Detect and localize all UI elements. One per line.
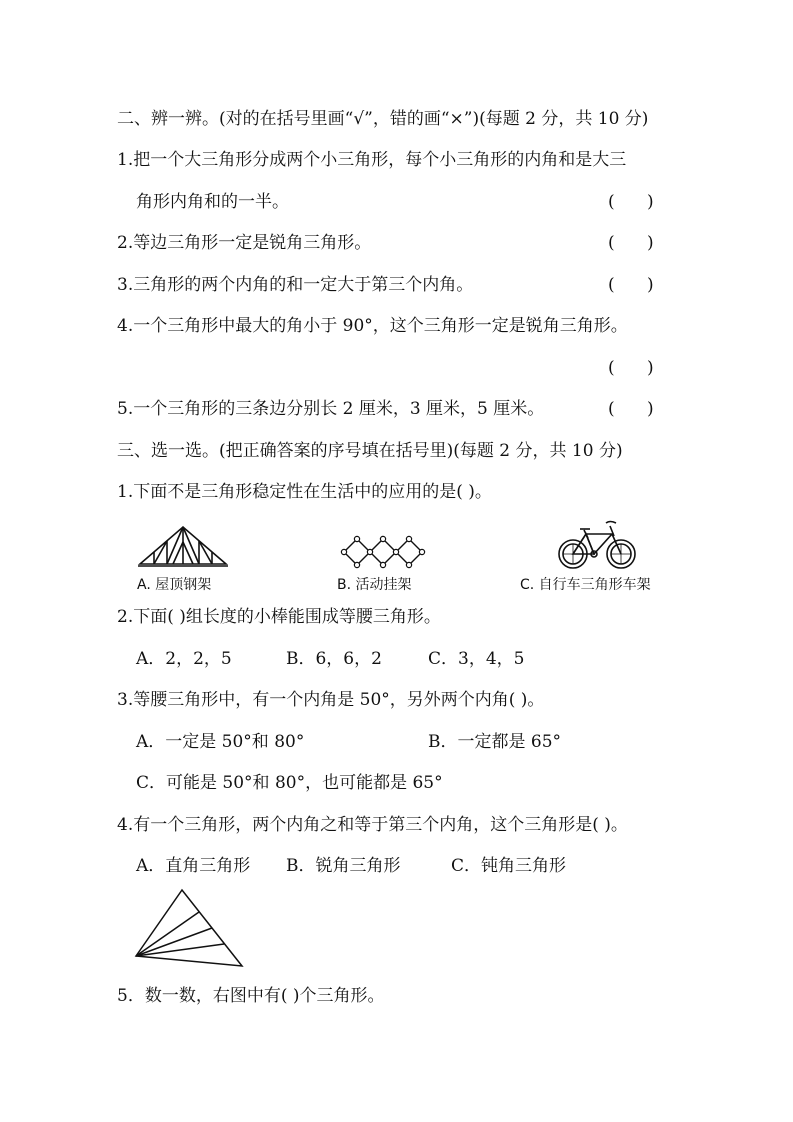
- s3-q4: 4.有一个三角形，两个内角之和等于第三个内角，这个三角形是( )。: [117, 815, 628, 835]
- s3-q4-option-c: C．钝角三角形: [451, 856, 567, 876]
- section3-heading: 三、选一选。(把正确答案的序号填在括号里)(每题 2 分，共 10 分): [117, 441, 623, 461]
- s3-q4-option-a: A．直角三角形: [136, 856, 251, 876]
- option-a-caption: A. 屋顶钢架: [137, 577, 212, 593]
- option-b-caption: B. 活动挂架: [337, 577, 412, 593]
- s3-q2-option-b: B．6，6，2: [286, 649, 382, 669]
- s2-q5: 5.一个三角形的三条边分别长 2 厘米，3 厘米，5 厘米。: [117, 399, 545, 419]
- s2-q3: 3.三角形的两个内角的和一定大于第三个内角。: [117, 275, 474, 295]
- s3-q2: 2.下面( )组长度的小棒能围成等腰三角形。: [117, 607, 441, 627]
- s2-q2: 2.等边三角形一定是锐角三角形。: [117, 233, 372, 253]
- s2-q2-answer-blank[interactable]: ( ): [608, 233, 654, 253]
- s2-q1-line2: 角形内角和的一半。: [136, 192, 289, 212]
- s3-q2-option-c: C．3，4，5: [428, 649, 525, 669]
- s3-q2-option-a: A．2，2，5: [136, 649, 232, 669]
- roof-truss-illustration: [138, 524, 228, 568]
- option-c-caption: C. 自行车三角形车架: [520, 577, 651, 593]
- triangle-count-figure: [134, 888, 246, 970]
- s2-q5-answer-blank[interactable]: ( ): [608, 399, 654, 419]
- s2-q1-line1: 1.把一个大三角形分成两个小三角形，每个小三角形的内角和是大三: [117, 150, 627, 170]
- s3-q3-option-b: B．一定都是 65°: [428, 732, 562, 752]
- s3-q3: 3.等腰三角形中，有一个内角是 50°，另外两个内角( )。: [117, 690, 545, 710]
- s2-q4-answer-blank[interactable]: ( ): [608, 358, 654, 378]
- s2-q3-answer-blank[interactable]: ( ): [608, 275, 654, 295]
- s3-q5: 5．数一数，右图中有( )个三角形。: [117, 986, 385, 1006]
- s3-q1: 1.下面不是三角形稳定性在生活中的应用的是( )。: [117, 482, 492, 502]
- s3-q3-option-a: A．一定是 50°和 80°: [136, 732, 305, 752]
- s3-q4-option-b: B．锐角三角形: [286, 856, 401, 876]
- lattice-rack-illustration: [340, 535, 424, 569]
- bicycle-illustration: [556, 514, 638, 572]
- s2-q1-answer-blank[interactable]: ( ): [608, 192, 654, 212]
- section2-heading: 二、辨一辨。(对的在括号里画“√”，错的画“×”)(每题 2 分，共 10 分): [117, 109, 649, 129]
- s3-q3-option-c: C．可能是 50°和 80°，也可能都是 65°: [136, 773, 443, 793]
- s2-q4: 4.一个三角形中最大的角小于 90°，这个三角形一定是锐角三角形。: [117, 316, 628, 336]
